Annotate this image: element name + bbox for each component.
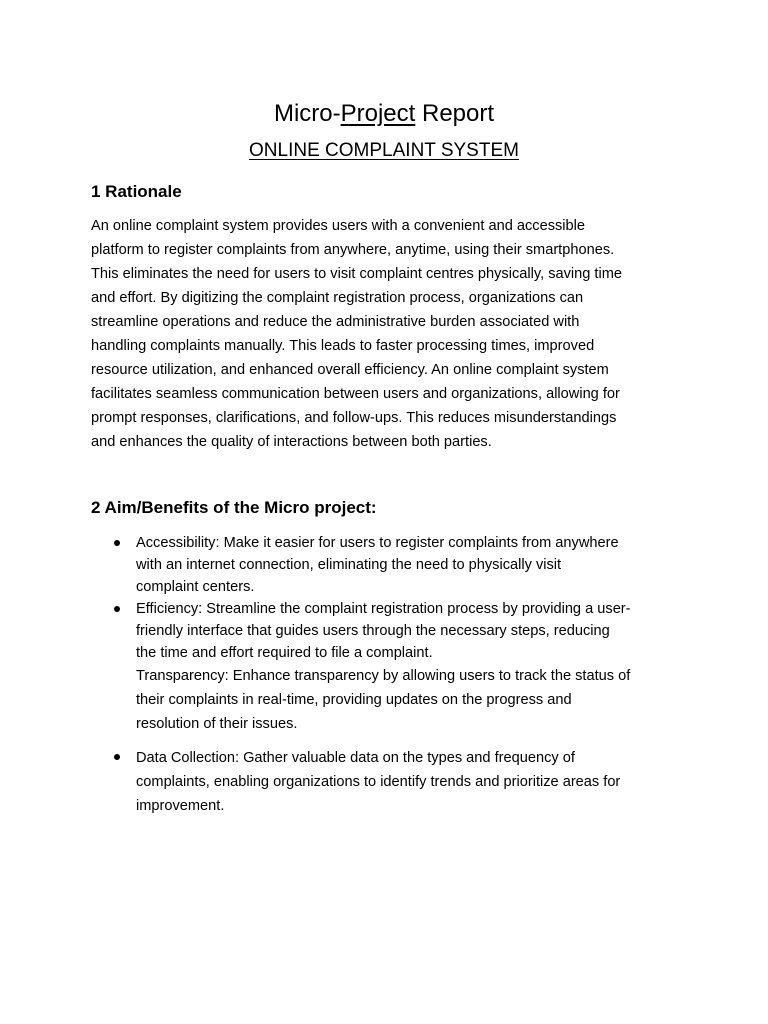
bullet-icon xyxy=(114,754,120,760)
page-title xyxy=(0,98,768,130)
paragraph-line: prompt responses, clarifications, and follow-ups. This reduces misunderstandings xyxy=(91,410,617,426)
list-item-line: Efficiency: Streamline the complaint registration process by providing a user- xyxy=(136,601,631,617)
title-underlined-word: Project xyxy=(340,100,416,127)
paragraph-line: This eliminates the need for users to visit complaint centres physically, saving time xyxy=(91,266,623,282)
list-item-transparency xyxy=(91,664,691,736)
paragraph-line: handling complaints manually. This leads to faster processing times, improved xyxy=(91,338,595,354)
list-item-line: Transparency: Enhance transparency by allowing users to track the status of xyxy=(136,668,631,684)
benefits-list xyxy=(91,532,691,818)
list-item-line: their complaints in real-time, providing updates on the progress and xyxy=(136,692,572,708)
list-item-data-collection xyxy=(91,746,691,818)
section-heading-rationale: 1 Rationale xyxy=(91,182,182,201)
rationale-paragraph xyxy=(91,214,691,454)
paragraph-line: streamline operations and reduce the administrative burden associated with xyxy=(91,314,580,330)
list-item-line: resolution of their issues. xyxy=(136,716,298,732)
title-suffix: Report xyxy=(415,100,495,127)
list-item-line: Data Collection: Gather valuable data on the types and frequency of xyxy=(136,750,575,766)
list-item-line: complaint centers. xyxy=(136,579,255,595)
paragraph-line: platform to register complaints from anywhere, anytime, using their smartphones. xyxy=(91,242,615,258)
list-item-line: complaints, enabling organizations to identify trends and prioritize areas for xyxy=(136,774,621,790)
list-item-accessibility xyxy=(91,532,691,598)
list-item-efficiency xyxy=(91,598,691,664)
title-prefix: Micro- xyxy=(273,100,341,127)
list-item-line: improvement. xyxy=(136,798,225,814)
bullet-icon xyxy=(114,540,120,546)
list-item-line: the time and effort required to file a complaint. xyxy=(136,645,433,661)
list-item-line: friendly interface that guides users through the necessary steps, reducing xyxy=(136,623,610,639)
paragraph-line: facilitates seamless communication between users and organizations, allowing for xyxy=(91,386,620,402)
paragraph-line: and effort. By digitizing the complaint registration process, organizations can xyxy=(91,290,584,306)
page-subtitle: ONLINE COMPLAINT SYSTEM xyxy=(249,140,519,161)
section-heading-aim-benefits: 2 Aim/Benefits of the Micro project: xyxy=(91,498,377,517)
list-item-line: Accessibility: Make it easier for users to register complaints from anywhere xyxy=(136,535,619,551)
paragraph-line: An online complaint system provides users with a convenient and accessible xyxy=(91,218,586,234)
bullet-icon xyxy=(114,606,120,612)
list-item-line: with an internet connection, eliminating the need to physically visit xyxy=(136,557,562,573)
paragraph-line: resource utilization, and enhanced overall efficiency. An online complaint system xyxy=(91,362,609,378)
paragraph-line: and enhances the quality of interactions between both parties. xyxy=(91,434,492,450)
